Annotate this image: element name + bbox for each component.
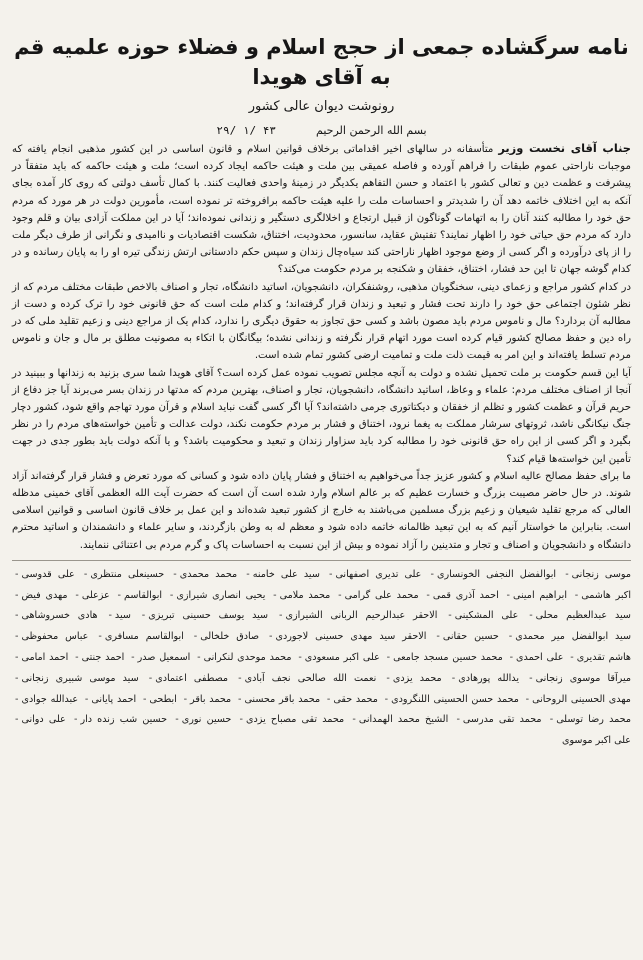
signatory-name: مصطفی اعتمادی <box>155 672 229 684</box>
signatory-name: ابراهیم امینی <box>513 589 568 601</box>
signatory-name: ابوالفضل النجفی الخونساری <box>436 568 557 580</box>
signature-separator: - <box>237 693 242 705</box>
signature-separator: - <box>565 568 569 580</box>
signature-separator: - <box>326 693 331 705</box>
signatures-list <box>12 565 631 752</box>
signatory-name: احمد جنتی <box>81 652 125 664</box>
signature-separator: - <box>386 672 390 684</box>
signatory-name: محمد حقی <box>333 693 378 705</box>
signatory-name: اسمعیل صدر <box>137 652 191 664</box>
signature-separator: - <box>298 652 302 664</box>
signature-separator: - <box>197 652 201 664</box>
letter-paragraph <box>12 140 631 279</box>
letter-paragraph: آیا این قسم حکومت بر ملت تحمیل نشده و دولت به آنچه مجلس تصویب نموده عمل کرده است؟ آقای هویدا شما سری بزنید به زندانها و ببینید در آنجا از اصناف مختلف مردم: علماء و وعاظ، اساتید دانشگاه، دانشجویان، تجار و اصناف، بهترین مردم که مدتها در زندان بسر می‌برند آیا جز دفاع از حریم قرآن و عظمت کشور و تظلم از خفقان و دیکتاتوری جرمی داشته‌اند؟ آیا اگر کسی گفت نباید اسلام و قرآن مورد تهاجم واقع شود، کشور دچار جنگ نیکانگی ناشد، ثروتهای سرشار مملکت به یغما نرود، اختناق و فشار بر مردم حکومت نکند، دولت عدالت و تأمین خواسته‌های مردم را در نظر بگیرد و اگر کسی از این راه حق قانونی خود را مطالبه کرد باید سزاوار زندان و تبعید و محکومیت باشد؟ و یا آنکه دولت باید بطور جدی در جهت تأمین این خواسته‌ها قیام کند؟ <box>12 367 631 465</box>
signatory-name: محمد حسن الحسینی اللنگرودی <box>391 693 519 705</box>
signature-separator: - <box>549 714 554 726</box>
signature-separator: - <box>183 693 188 705</box>
signatory-name: حسین نوری <box>181 714 232 726</box>
signature-separator: - <box>384 693 389 705</box>
signatory-name: سید علی خامنه <box>252 568 320 580</box>
signatory-name: احمد پایانی <box>91 693 137 705</box>
signatory-name: ابوالقاسم مسافری <box>104 631 184 643</box>
signatory-name: ابطحی <box>149 693 177 705</box>
signature-separator: - <box>508 631 513 643</box>
signatory-name: مهدی الحسینی الروحانی <box>532 693 631 705</box>
signatory-name: هاشم تقدیری <box>576 652 631 664</box>
signatory-name: محمد رضا توسلی <box>556 714 631 726</box>
signature-separator: - <box>338 589 342 601</box>
signature-separator: - <box>506 589 511 601</box>
signatory-name: سید موسی شبیری زنجانی <box>21 672 139 684</box>
signatory-name: محمد محمدی <box>179 568 238 580</box>
signature-separator: - <box>451 672 456 684</box>
signature-separator: - <box>529 610 533 622</box>
signatory-name: سید یوسف حسینی تبریزی <box>148 610 269 622</box>
signatory-name: یحیی انصاری شیرازی <box>176 589 266 601</box>
signatory-name: عبدالله جوادی <box>21 693 79 705</box>
signature-separator: - <box>456 714 460 726</box>
signatory-name: حسینعلی منتظری <box>90 568 165 580</box>
signature-separator: - <box>238 672 242 684</box>
signatory-name: حسین حقانی <box>442 631 499 643</box>
signatory-name: عزعلی <box>81 589 110 601</box>
signature-separator: - <box>75 589 79 601</box>
document-title: نامه سرگشاده جمعی از حجج اسلام و فضلاء حوزه علمیه قم به آقای هویدا <box>14 35 629 89</box>
signatory-name: ابوالقاسم <box>124 589 163 601</box>
signatory-name: صادق خلخالی <box>200 631 260 643</box>
signatory-name: حسین شب زنده دار <box>80 714 168 726</box>
letter-paragraph: در کدام کشور مراجع و زعمای دینی، سخنگویان مذهبی، روشنفکران، دانشجویان، اساتید دانشگاه، تجار و اصناف بالاخص طبقات مختلف مردم که از نظر شئون اجتماعی حق خود را دارند تحت فشار و تبعید و زندان قرار گرفته‌اند؛ و کدام ملت است که حق قانونی خود را ترک کرده و دست از مطالبه آن بردارد؟ مال و ناموس مردم باید مصون باشد و کسی حق تجاوز به حقوق دیگری را ندارد، کدام یک از مراجع دینی و زعیم تقلید ملی که در راه دین و حفظ مصالح کشور قیام کرده است مورد اتهام قرار نگرفته و زندانی نشده؛ بیگانگان با اتکاء به مصونیت مطلق بر مال و جان و ناموس مردم تسلط یافته‌اند و این امر به قیمت ذلت ملت و تمامیت ارضی کشور تمام شده است. <box>12 281 631 362</box>
signature-separator: - <box>141 610 146 622</box>
signature-separator: - <box>173 568 177 580</box>
document-date: ۲۹/ ۱/ ۴۳ <box>216 124 277 137</box>
signatory-name: محمد تقی مدرسی <box>462 714 542 726</box>
letter-address: جناب آقای نخست وزیر <box>498 141 631 155</box>
signature-separator: - <box>15 693 19 705</box>
signature-separator: - <box>98 631 102 643</box>
signature-separator: - <box>15 568 19 580</box>
signatory-name: موسی زنجانی <box>571 568 631 580</box>
signature-separator: - <box>117 589 121 601</box>
signatory-name: محمد موحدی لنکرانی <box>203 652 292 664</box>
signature-separator: - <box>15 714 19 726</box>
signature-separator: - <box>570 652 574 664</box>
signatory-name: عباس محفوظی <box>21 631 89 643</box>
signatory-name: علی دوانی <box>21 714 66 726</box>
signature-separator: - <box>15 589 19 601</box>
signature-separator: - <box>279 610 283 622</box>
signature-separator: - <box>525 693 530 705</box>
signature-separator: - <box>15 610 19 622</box>
letter-body <box>12 140 631 554</box>
signature-separator: - <box>574 589 579 601</box>
signatory-name: محمد ملامی <box>279 589 331 601</box>
signatory-name: محمد باقر <box>190 693 232 705</box>
signatory-name: الاحقر عبدالرحیم الربانی الشیرازی <box>285 610 438 622</box>
signature-separator: - <box>73 714 78 726</box>
signature-separator: - <box>15 631 19 643</box>
signatory-name: نعمت الله صالحی نجف آبادی <box>244 672 377 684</box>
signatory-name: مهدی فیض <box>21 589 68 601</box>
signature-separator: - <box>83 568 88 580</box>
signatory-name: الاحقر سید مهدی حسینی لاجوردی <box>275 631 427 643</box>
signatory-name: احمد آذری قمی <box>432 589 499 601</box>
signatory-name: هادی خسروشاهی <box>21 610 98 622</box>
document-subtitle: رونوشت دیوان عالی کشور <box>248 99 395 114</box>
signature-separator: - <box>15 672 19 684</box>
signatures-divider <box>12 560 631 561</box>
signatory-name: میرآقا موسوی زنجانی <box>535 672 632 684</box>
signature-separator: - <box>142 693 147 705</box>
signature-separator: - <box>430 568 434 580</box>
signatory-name: سید <box>114 610 131 622</box>
signature-separator: - <box>448 610 452 622</box>
signatory-name: علی تدیری اصفهانی <box>335 568 422 580</box>
signature-separator: - <box>84 693 89 705</box>
signatory-name: سید عبدالعظیم محلی <box>535 610 631 622</box>
signature-separator: - <box>193 631 198 643</box>
signature-separator: - <box>246 568 250 580</box>
signature-separator: - <box>386 652 391 664</box>
signatory-name: محمد باقر محسنی <box>244 693 321 705</box>
signatory-name: یدالله پورهادی <box>458 672 519 684</box>
signature-separator: - <box>328 568 333 580</box>
signature-separator: - <box>75 652 79 664</box>
letter-paragraph: ما برای حفظ مصالح عالیه اسلام و کشور عزیز جداً می‌خواهیم به اختناق و فشار پایان داده شود و کسانی که مورد تعرض و فشار قرار گرفته‌اند آزاد شوند. در حال حاضر مصیبت بزرگ و خسارت عظیم که بر عالم اسلام وارد شده است آن است که حضرت آیت الله العظمی آقای خمینی مدظله العالی که مرجع تقلید شیعیان و زعیم بزرگ مسلمین می‌باشند به خارج از کشور تبعید شده‌اند و این عمل بر خلاف قانون اساسی و قوانین اسلامی است. بنابراین ما خواستار آنیم که به این تبعید ظالمانه خاتمه داده شود و معظم له به وطن بازگردند، و سایر علماء و دانشمندان و اساتید محترم دانشگاه و دانشجویان و اصناف و تجار و متدینین را آزاد نموده و بیش از این نسبت به احساسات پاک و گرم مردم بی اعتنائی ننمایند. <box>12 470 631 551</box>
signature-separator: - <box>268 631 273 643</box>
signature-separator: - <box>509 652 514 664</box>
signature-separator: - <box>352 714 356 726</box>
basmala: بسم الله الرحمن الرحیم <box>316 124 427 137</box>
signatory-name: محمد حسین مسجد جامعی <box>393 652 503 664</box>
signature-separator: - <box>175 714 179 726</box>
paragraph-text: متأسفانه در سالهای اخیر اقداماتی برخلاف قوانین اسلام و قانون اساسی در این کشور مذهبی انجام یافته که موجبات ناراحتی عموم طبقات را فراهم آورده و فاصله عمیقی بین ملت و هیئت حاکمه ایجاد کرده است؛ ملت و هیئت حاکمه که باید متفقاً در پیشرفت و عظمت دین و تعالی کشور با اعتماد و حسن التفاهم یکدیگر در زمینهٔ واحدی فعالیت کنند. با کمال تأسف دولتی که روی کار آمده بجای آنکه به این اختلاف خاتمه دهد آن را شدیدتر و احساسات ملت را علیه هیئت حاکمه برافروخته تر نموده است، مأمورین دولت در هر مورد که مردم حق خود را مطالبه کنند آنان را به اتهامات گوناگون از قبیل ارتجاع و اخلالگری دستگیر و زندانی نموده‌اند؛ آیا در این مملکت آزادی بیان و قلم وجود دارد که مردم حق حیاتی خود را اظهار نمایند؟ تفتیش عقاید، سانسور، محدودیت، اختناق، شکست اقتصادیات و ناامیدی و نگرانی از طرف دیگر ملت را از پای درآورده و اگر کسی از وضع موجود اظهار ناراحتی کند سیاه‌چال زندان و سپس حکم دادستانی ارتش زندگی تیره او را به پایان رسانده و در کدام گوشه جهان تا این حد فشار، اختناق، خفقان و شکنجه بر مردم حکومت می‌کند؟ <box>12 144 631 276</box>
signatory-name: علی اکبر مسعودی <box>304 652 380 664</box>
signature-separator: - <box>426 589 430 601</box>
signature-separator: - <box>436 631 440 643</box>
signatory-name: محمد یزدی <box>392 672 442 684</box>
signatory-name: علی احمدی <box>516 652 564 664</box>
signature-separator: - <box>108 610 112 622</box>
signatory-name: احمد امامی <box>21 652 69 664</box>
signatory-name: سید ابوالفضل میر محمدی <box>515 631 631 643</box>
header-meta <box>12 124 631 138</box>
signatory-name: علی قدوسی <box>21 568 75 580</box>
signature-separator: - <box>15 652 19 664</box>
signatory-name: علی اکبر موسوی <box>561 735 631 747</box>
signature-separator: - <box>273 589 277 601</box>
signatory-name: علی المشکینی <box>454 610 519 622</box>
signature-separator: - <box>529 672 533 684</box>
signature-separator: - <box>239 714 243 726</box>
signature-separator: - <box>148 672 153 684</box>
signatory-name: اکبر هاشمی <box>581 589 632 601</box>
signatory-name: الشیخ محمد الهمدانی <box>358 714 449 726</box>
signatory-name: محمد تقی مصباح یزدی <box>246 714 345 726</box>
signatory-name: محمد علی گرامی <box>344 589 419 601</box>
signature-separator: - <box>169 589 174 601</box>
signature-separator: - <box>131 652 135 664</box>
